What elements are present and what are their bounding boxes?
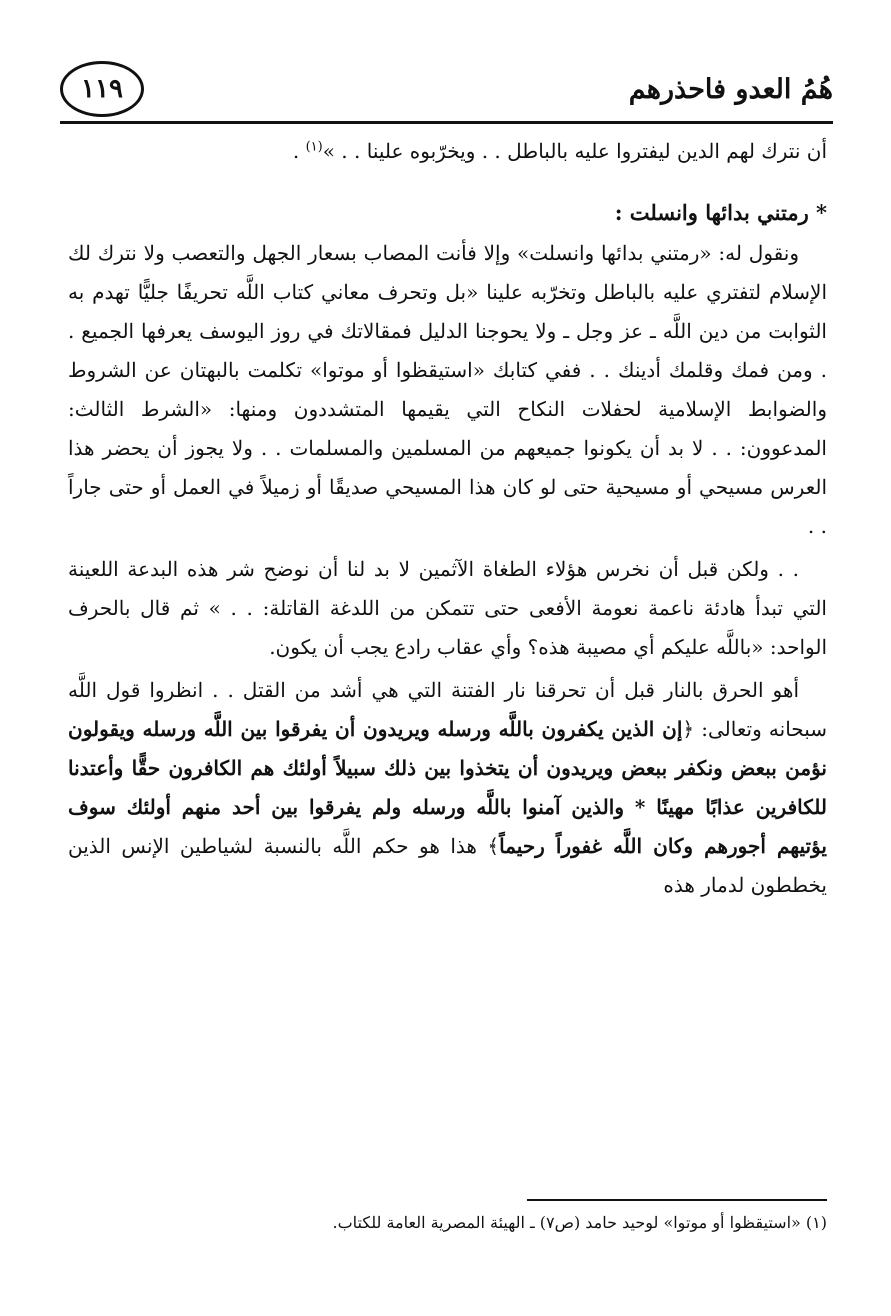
footnote-text: «استيقظوا أو موتوا» لوحيد حامد (ص٧) ـ الهيئة المصرية العامة للكتاب. [332,1213,801,1232]
paragraph-3-tail: ﴾ هذا هو حكم اللَّه بالنسبة لشياطين الإنس الذين يخططون لدمار هذه [68,834,827,897]
continued-end: . [292,139,306,163]
page-number-badge [60,61,144,117]
footnote-number: (١) [805,1213,827,1232]
footnote-reference: (١) [305,139,323,155]
spacer [68,171,827,193]
continued-text: أن نترك لهم الدين ليفتروا عليه بالباطل . . ويخرّبوه علينا . . » [322,139,827,163]
section-heading: * رمتني بدائها وانسلت : [614,200,827,225]
header-rule [60,121,833,124]
page-body [68,132,827,905]
paragraph-3-lead: أهو الحرق بالنار قبل أن تحرقنا نار الفتنة التي هي أشد من القتل . . انظروا قول اللَّه سبحانه وتعالى: ﴿ [68,678,827,741]
paragraph-1: ونقول له: «رمتني بدائها وانسلت» وإلا فأنت المصاب بسعار الجهل والتعصب ولا نترك لك الإسلام لتفتري عليه بالباطل وتخرّبه علينا «بل وتحرف معاني كتاب اللَّه تحريفًا جليًّا تهدم به الثوابت من دين اللَّه ـ عز وجل ـ ولا يحوجنا الدليل فمقالاتك في روز اليوسف يعرفها الجميع . . ومن فمك وقلمك أدينك . . ففي كتابك «استيقظوا أو موتوا» تكلمت بالبهتان عن الشروط والضوابط الإسلامية لحفلات النكاح التي يقيمها المتشددون ومنها: «الشرط الثالث: المدعوون: . . لا بد أن يكونوا جميعهم من المسلمين والمسلمات . . ولا يجوز أن يحضر هذا العرس مسيحي أو مسيحية حتى لو كان هذا المسيحي صديقًا أو زميلاً في العمل أو حتى جاراً . . [68,241,828,538]
page-number: ١١٩ [81,74,123,104]
paragraph-2: . . ولكن قبل أن نخرس هؤلاء الطغاة الآثمين لا بد لنا أن نوضح شر هذه البدعة اللعينة التي تبدأ هادئة ناعمة نعومة الأفعى حتى تتمكن من اللدغة القاتلة: . . » ثم قال بالحرف الواحد: «باللَّه عليكم أي مصيبة هذه؟ وأي عقاب رادع يجب أن يكون. [68,557,827,659]
page-header [60,55,833,123]
quran-quotation: إن الذين يكفرون باللَّه ورسله ويريدون أن يفرقوا بين اللَّه ورسله ويقولون نؤمن ببعض ونكفر ببعض ويريدون أن يتخذوا بين ذلك سبيلاً أولئك هم الكافرون حقًّا وأعتدنا للكافرين عذابًا مهينًا * والذين آمنوا باللَّه ورسله ولم يفرقوا بين أحد منهم أولئك سوف يؤتيهم أجورهم وكان اللَّه غفوراً رحيماً [68,717,827,858]
continued-line [68,132,827,171]
footnote [68,1210,827,1236]
footnote-rule [527,1199,827,1201]
paragraph-3 [68,671,827,905]
running-title: هُمُ العدو فاحذرهم [628,73,833,105]
